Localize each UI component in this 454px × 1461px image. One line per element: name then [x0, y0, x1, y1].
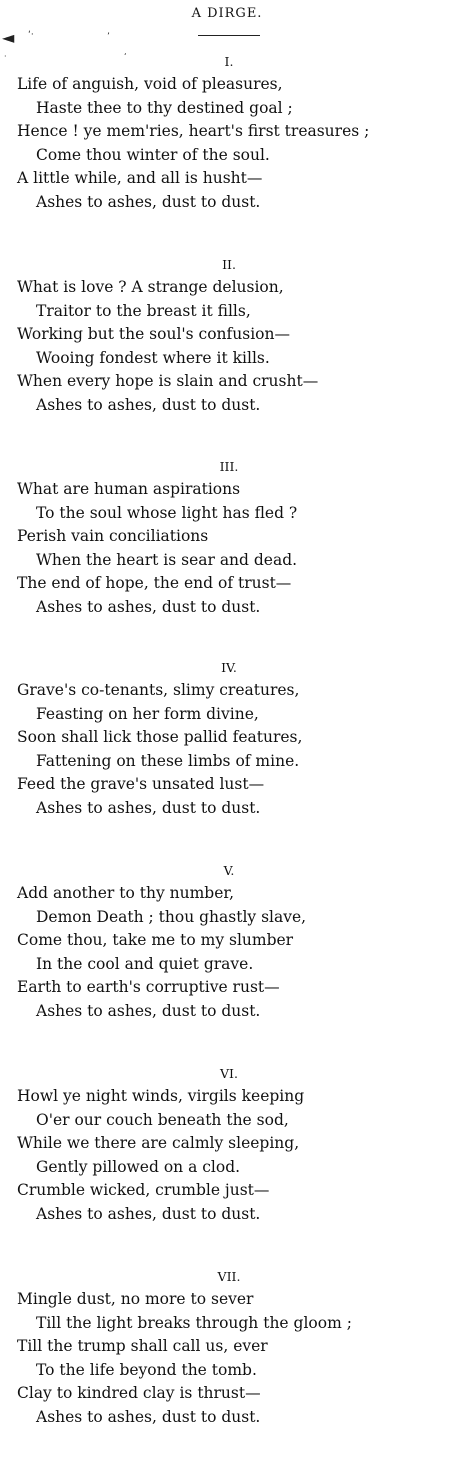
verse-line: Ashes to ashes, dust to dust.: [36, 1204, 261, 1223]
stanza: [0, 456, 454, 619]
verse-line: While we there are calmly sleeping,: [17, 1134, 300, 1152]
stanza-numeral: II.: [222, 257, 236, 272]
stanza: [0, 51, 454, 214]
verse-line: Come thou, take me to my slumber: [17, 931, 294, 949]
verse-line: Gently pillowed on a clod.: [36, 1157, 241, 1176]
ink-speck: ’: [107, 32, 110, 42]
verse-line: Demon Death ; thou ghastly slave,: [36, 907, 307, 926]
verse-line: Hence ! ye mem'ries, heart's first treasures ;: [17, 122, 370, 140]
verse-line: Life of anguish, void of pleasures,: [17, 75, 283, 93]
ink-speck: ·: [4, 52, 7, 61]
verse-line: Fattening on these limbs of mine.: [36, 751, 300, 770]
verse-line: What are human aspirations: [17, 480, 241, 498]
verse-line: To the life beyond the tomb.: [36, 1360, 257, 1379]
ink-speck: ‘: [124, 52, 127, 61]
verse-line: Crumble wicked, crumble just—: [17, 1181, 270, 1199]
stanza-numeral: VII.: [217, 1269, 241, 1284]
verse-line: Earth to earth's corruptive rust—: [17, 978, 280, 996]
verse-line: The end of hope, the end of trust—: [17, 574, 292, 592]
verse-line: Ashes to ashes, dust to dust.: [36, 1407, 261, 1426]
verse-line: Feed the grave's unsated lust—: [17, 775, 265, 793]
verse-line: Ashes to ashes, dust to dust.: [36, 192, 261, 211]
verse-line: Till the light breaks through the gloom ;: [36, 1313, 352, 1332]
stanza: [0, 254, 454, 417]
verse-line: Ashes to ashes, dust to dust.: [36, 1001, 261, 1020]
verse-line: Ashes to ashes, dust to dust.: [36, 395, 261, 414]
stanza-numeral: VI.: [220, 1066, 238, 1081]
verse-line: Howl ye night winds, virgils keeping: [17, 1087, 305, 1105]
verse-line: A little while, and all is husht—: [17, 169, 263, 187]
verse-line: Wooing fondest where it kills.: [36, 348, 270, 367]
verse-line: Add another to thy number,: [17, 884, 235, 902]
verse-line: To the soul whose light has fled ?: [36, 503, 298, 522]
verse-line: O'er our couch beneath the sod,: [36, 1110, 289, 1129]
verse-line: In the cool and quiet grave.: [36, 954, 254, 973]
verse-line: Clay to kindred clay is thrust—: [17, 1384, 261, 1402]
stanza-numeral: V.: [223, 863, 235, 878]
verse-line: Mingle dust, no more to sever: [17, 1290, 254, 1308]
verse-line: Feasting on her form divine,: [36, 704, 259, 723]
verse-line: What is love ? A strange delusion,: [17, 278, 284, 296]
verse-line: Traitor to the breast it fills,: [36, 301, 251, 320]
stanza-numeral: I.: [224, 54, 234, 69]
title-divider: [198, 35, 260, 36]
verse-line: Working but the soul's confusion—: [17, 325, 290, 343]
verse-line: Haste thee to thy destined goal ;: [36, 98, 293, 117]
verse-line: Ashes to ashes, dust to dust.: [36, 798, 261, 817]
stanza: [0, 860, 454, 1023]
verse-line: When every hope is slain and crusht—: [17, 372, 319, 390]
stanza: [0, 1266, 454, 1429]
stanza: [0, 657, 454, 820]
verse-line: Come thou winter of the soul.: [36, 145, 270, 164]
verse-line: Perish vain conciliations: [17, 527, 209, 545]
stanza: [0, 1063, 454, 1226]
verse-line: Soon shall lick those pallid features,: [17, 728, 303, 746]
verse-line: Grave's co-tenants, slimy creatures,: [17, 681, 300, 699]
poem-title: A DIRGE.: [191, 6, 263, 21]
ink-smudge-mark: ◄: [2, 28, 15, 47]
stanza-numeral: III.: [219, 459, 239, 474]
verse-line: Till the trump shall call us, ever: [17, 1337, 268, 1355]
stanza-numeral: IV.: [221, 660, 237, 675]
verse-line: When the heart is sear and dead.: [36, 550, 298, 569]
ink-speck: ‘·: [28, 30, 34, 40]
verse-line: Ashes to ashes, dust to dust.: [36, 597, 261, 616]
